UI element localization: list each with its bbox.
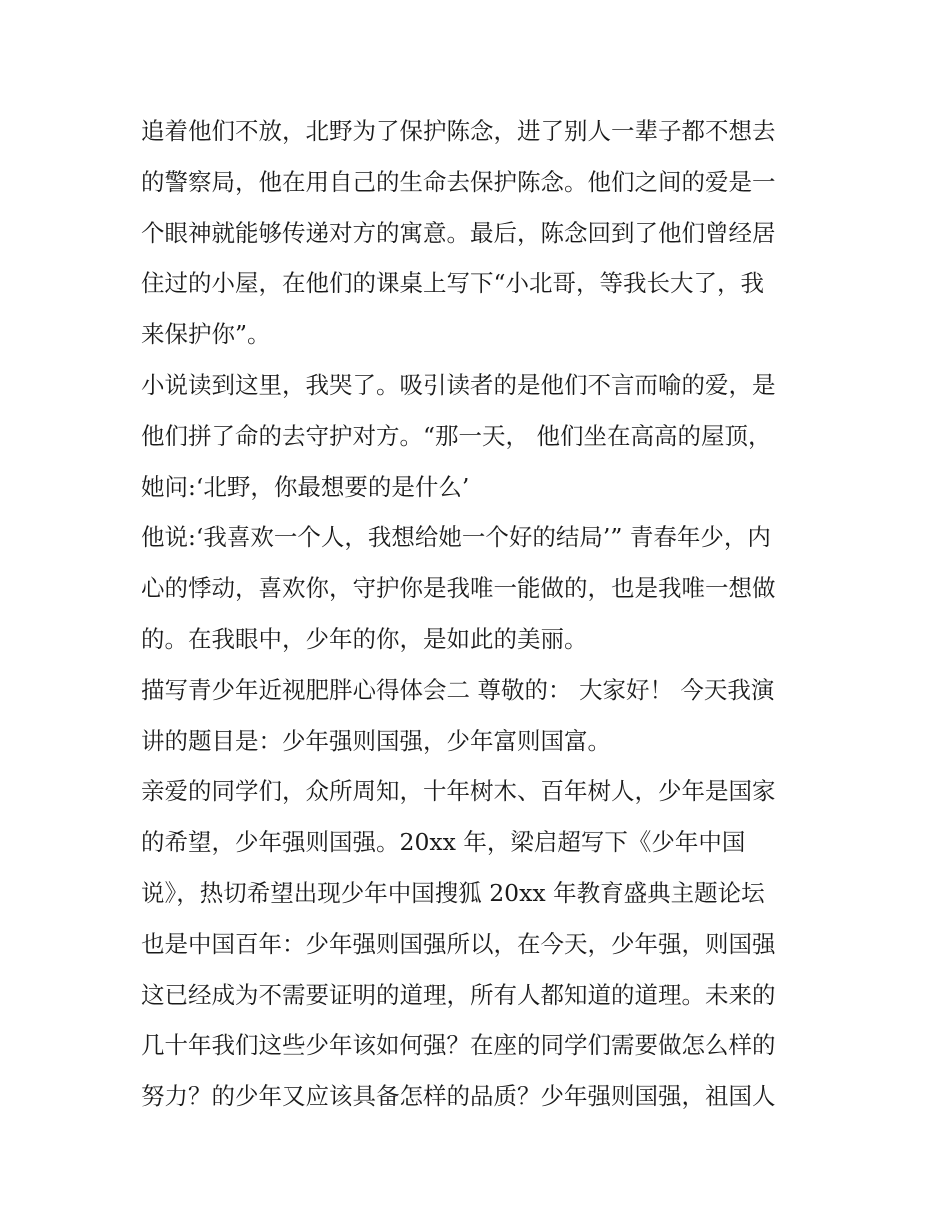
text-line: 她问:‘北野，你最想要的是什么’ xyxy=(141,472,470,501)
text-line: 住过的小屋，在他们的课桌上写下“小北哥，等我长大了，我 xyxy=(141,269,765,298)
text-line: 说》，热切希望出现少年中国搜狐 20xx 年教育盛典主题论坛 xyxy=(141,878,765,907)
text-line: 他们拼了命的去守护对方。“那一天， 他们坐在高高的屋顶， xyxy=(141,421,772,450)
text-line: 这已经成为不需要证明的道理，所有人都知道的道理。未来的 xyxy=(141,980,776,1009)
document-body xyxy=(141,106,821,1122)
text-line: 的警察局，他在用自己的生命去保护陈念。他们之间的爱是一 xyxy=(141,167,776,196)
text-line: 来保护你”。 xyxy=(141,320,271,349)
text-line: 讲的题目是：少年强则国强，少年富则国富。 xyxy=(141,726,611,755)
text-line: 心的悸动，喜欢你，守护你是我唯一能做的，也是我唯一想做 xyxy=(141,574,776,603)
text-line: 努力？的少年又应该具备怎样的品质？少年强则国强，祖国人 xyxy=(141,1082,776,1111)
text-line: 的。在我眼中，少年的你，是如此的美丽。 xyxy=(141,624,588,653)
text-line: 亲爱的同学们，众所周知，十年树木、百年树人，少年是国家 xyxy=(141,777,776,806)
text-line: 也是中国百年：少年强则国强所以，在今天，少年强，则国强 xyxy=(141,929,776,958)
text-line: 描写青少年近视肥胖心得体会二 尊敬的： 大家好！ 今天我演 xyxy=(141,675,775,704)
text-line: 他说:‘我喜欢一个人，我想给她一个好的结局’” 青春年少，内 xyxy=(141,523,771,552)
text-line: 个眼神就能够传递对方的寓意。最后，陈念回到了他们曾经居 xyxy=(141,218,776,247)
text-line: 的希望，少年强则国强。20xx 年，梁启超写下《少年中国 xyxy=(141,828,746,857)
text-line: 小说读到这里，我哭了。吸引读者的是他们不言而喻的爱，是 xyxy=(141,370,776,399)
text-line: 追着他们不放，北野为了保护陈念，进了别人一辈子都不想去 xyxy=(141,117,776,145)
text-line: 几十年我们这些少年该如何强？在座的同学们需要做怎么样的 xyxy=(141,1031,776,1060)
